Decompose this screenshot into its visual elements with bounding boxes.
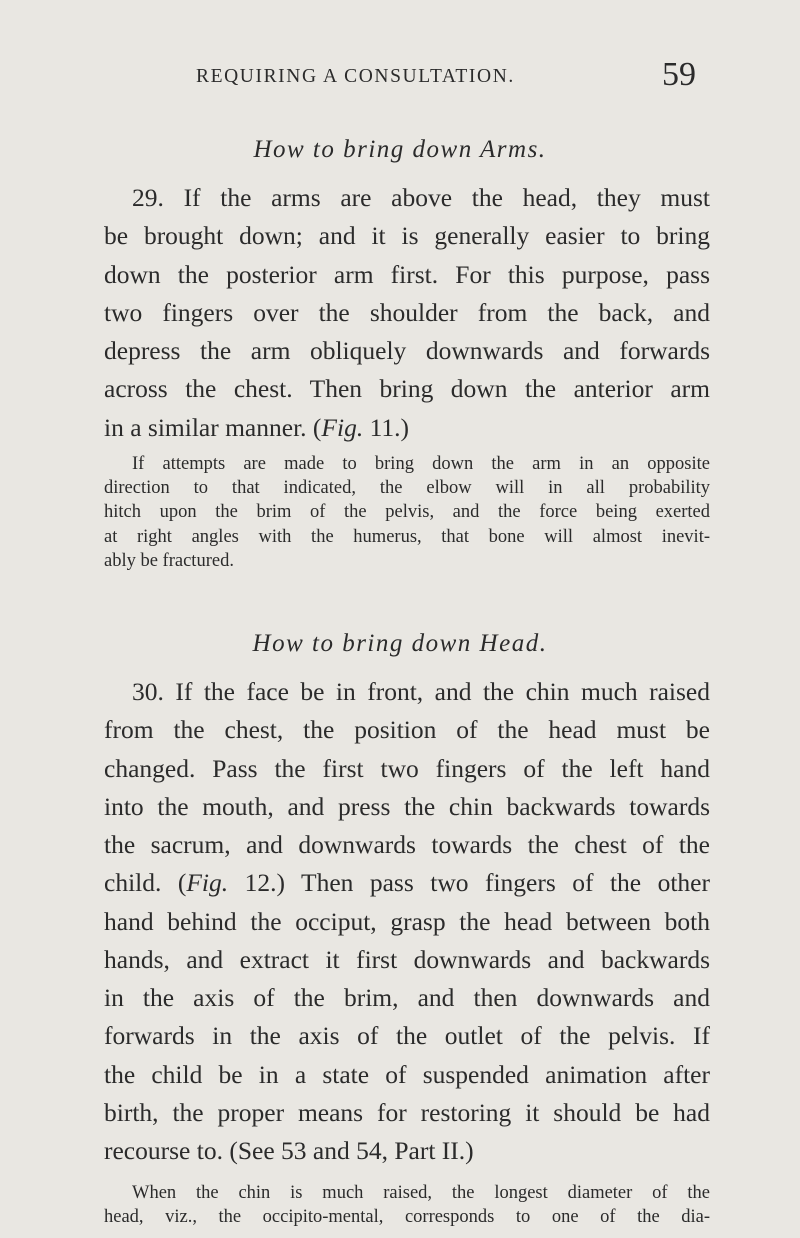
paragraph-29 [104, 179, 710, 447]
paragraph-line: recourse to. (See 53 and 54, Part II.) [104, 1136, 474, 1165]
paragraph-line: into the mouth, and press the chin backwards towards [104, 791, 710, 821]
paragraph-text: 11.) [363, 412, 409, 442]
paragraph-line: hands, and extract it first downwards and backwards [104, 944, 710, 974]
running-head [196, 56, 696, 96]
paragraph-line: birth, the proper means for restoring it should be had [104, 1097, 710, 1127]
paragraph-line: in the axis of the brim, and then downwards and [104, 983, 710, 1012]
figure-reference: Fig. [186, 868, 229, 898]
note-line: When the chin is much raised, the longest diameter of the [132, 1183, 710, 1203]
note-head [104, 1181, 710, 1229]
paragraph-line: across the chest. Then bring down the anterior arm [104, 374, 710, 404]
paragraph-line: changed. Pass the first two fingers of the left hand [104, 753, 710, 783]
running-title: REQUIRING A CONSULTATION. [196, 66, 515, 87]
page-number: 59 [662, 56, 696, 93]
paragraph-text: child. ( [104, 868, 187, 898]
paragraph-line: two fingers over the shoulder from the back, and [104, 297, 710, 327]
paragraph-line: down the posterior arm first. For this purpose, pass [104, 259, 710, 289]
paragraph-line: the sacrum, and downwards towards the chest of the [104, 830, 710, 859]
paragraph-line: forwards in the axis of the outlet of the pelvis. If [104, 1021, 710, 1051]
paragraph-line: depress the arm obliquely downwards and forwards [104, 336, 710, 365]
paragraph-text: in a similar manner. ( [104, 412, 322, 442]
paragraph-30 [104, 673, 710, 1170]
paragraph-line [104, 409, 710, 447]
paragraph-text: 12.) Then pass two fingers of the other [228, 868, 710, 898]
section-heading-head: How to bring down Head. [252, 630, 548, 657]
paragraph-line: be brought down; and it is generally easier to bring [104, 221, 710, 251]
note-line: direction to that indicated, the elbow will in all probability [104, 478, 710, 499]
paragraph-line: 29. If the arms are above the head, they must [132, 183, 710, 212]
paragraph-line: from the chest, the position of the head must be [104, 715, 710, 745]
paragraph-line: hand behind the occiput, grasp the head between both [104, 906, 710, 936]
note-line: head, viz., the occipito-mental, corresponds to one of the dia- [104, 1207, 710, 1228]
paragraph-line [104, 864, 710, 902]
note-line: at right angles with the humerus, that bone will almost inevit- [104, 526, 710, 547]
paragraph-line: 30. If the face be in front, and the chin much raised [132, 677, 710, 706]
section-heading-arms: How to bring down Arms. [253, 136, 547, 163]
note-arms [104, 452, 710, 573]
note-line: ably be fractured. [104, 550, 234, 571]
paragraph-line: the child be in a state of suspended animation after [104, 1059, 710, 1089]
note-line: hitch upon the brim of the pelvis, and the force being exerted [104, 502, 710, 523]
figure-reference: Fig. [321, 412, 364, 442]
note-line: If attempts are made to bring down the arm in an opposite [132, 454, 710, 474]
